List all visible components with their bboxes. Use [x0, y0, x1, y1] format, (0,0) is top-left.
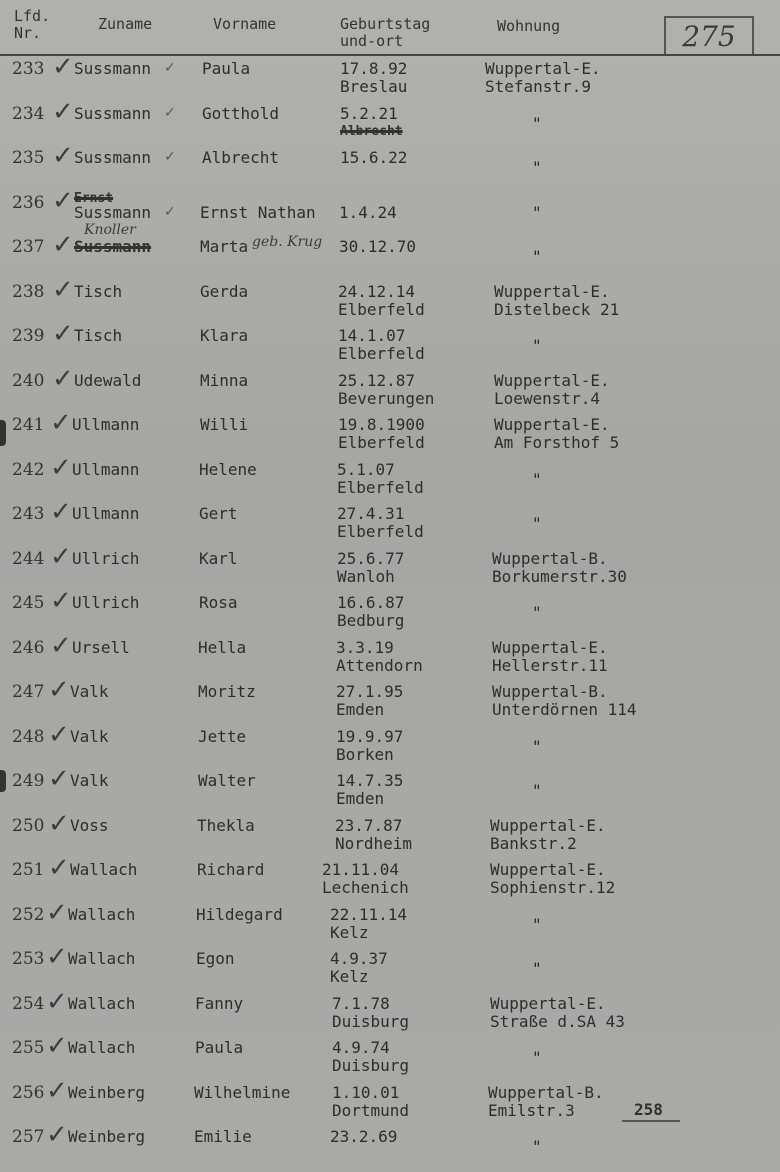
entry-number: 246	[12, 637, 45, 658]
birth-date: 22.11.14	[330, 904, 408, 924]
address-line1: Wuppertal-E.	[490, 993, 606, 1013]
birth-place: Albrecht	[340, 123, 403, 139]
header-birth-line2: und-ort	[340, 32, 404, 50]
table-row	[0, 408, 780, 460]
surname: Ullmann	[72, 415, 140, 434]
checkmark-icon: ✓	[52, 230, 74, 260]
address-line1: "	[532, 1048, 542, 1067]
checkmark-icon: ✓	[46, 942, 68, 972]
surname: Ullrich	[72, 593, 140, 612]
birth-date: 24.12.14	[338, 281, 416, 301]
address-line2: Sophienstr.12	[490, 878, 616, 897]
entry-number: 242	[12, 459, 45, 480]
table-row	[0, 719, 780, 772]
entry-number: 251	[12, 860, 45, 880]
table-row	[0, 541, 780, 594]
birth-place: Kelz	[330, 922, 369, 942]
firstname: Thekla	[197, 815, 255, 835]
entry-number: 236	[12, 192, 45, 213]
birth-date: 23.2.69	[330, 1127, 398, 1146]
checkmark-icon: ✓	[52, 52, 74, 82]
firstname: Marta	[200, 237, 249, 256]
surname: Valk	[70, 771, 109, 790]
table-row	[0, 630, 780, 683]
birth-date: 4.9.74	[332, 1038, 390, 1057]
entry-number: 253	[12, 949, 45, 969]
surname: Tisch	[74, 326, 123, 345]
address-line1: "	[532, 1137, 542, 1156]
birth-place: Elberfeld	[337, 477, 424, 497]
table-row	[0, 274, 780, 327]
birth-place: Emden	[336, 700, 385, 719]
firstname: Gert	[199, 504, 238, 523]
birth-date: 4.9.37	[330, 949, 388, 968]
handwritten-note: geb. Krug	[252, 234, 323, 250]
surname: Ursell	[72, 637, 130, 657]
surname: Udewald	[74, 370, 142, 390]
surname: Weinberg	[68, 1082, 146, 1102]
address-line2: Unterdörnen 114	[492, 700, 637, 719]
table-row	[0, 986, 780, 1039]
header-rule	[0, 54, 780, 56]
entry-number: 252	[12, 904, 45, 925]
table-row	[0, 96, 780, 149]
header-nr-line2: Nr.	[14, 24, 42, 42]
entry-number: 257	[12, 1127, 45, 1147]
entry-number: 237	[12, 237, 45, 257]
checkmark-icon: ✓	[46, 897, 68, 928]
address-line2: Emilstr.3	[488, 1100, 575, 1120]
surname: Voss	[70, 815, 109, 835]
table-row	[0, 675, 780, 727]
birth-date: 14.7.35	[336, 771, 404, 790]
table-row	[0, 319, 780, 371]
birth-place: Emden	[336, 789, 385, 808]
firstname: Klara	[200, 326, 249, 345]
address-line2: Stefanstr.9	[485, 77, 591, 96]
table-row	[0, 452, 780, 505]
firstname: Ernst Nathan	[200, 202, 316, 222]
entry-number: 247	[12, 682, 45, 702]
footer-underline	[622, 1120, 680, 1122]
surname: Ullmann	[72, 504, 140, 523]
firstname: Minna	[200, 370, 249, 390]
surname: Sussmann	[74, 59, 152, 78]
birth-place: Elberfeld	[337, 522, 424, 541]
address-line1: "	[532, 959, 542, 978]
birth-date: 15.6.22	[340, 148, 408, 167]
table-row	[0, 222, 780, 282]
table-row	[0, 52, 780, 104]
address-line1: Wuppertal-B.	[488, 1082, 604, 1102]
checkmark-icon: ✓	[50, 586, 72, 616]
table-row	[0, 897, 780, 950]
surname: Sussmann	[74, 103, 152, 123]
birth-place: Elberfeld	[338, 344, 425, 363]
address-line1: Wuppertal-E.	[494, 415, 610, 434]
address-line1: "	[532, 469, 542, 489]
firstname: Moritz	[198, 682, 256, 701]
checkmark-icon: ✓	[48, 808, 70, 839]
address-line1: Wuppertal-E.	[485, 59, 601, 78]
table-row	[0, 808, 780, 861]
address-line2: Borkumerstr.30	[492, 566, 627, 586]
entry-number: 233	[12, 59, 45, 79]
birth-place: Elberfeld	[338, 433, 425, 452]
firstname: Walter	[198, 771, 256, 790]
birth-date: 3.3.19	[336, 637, 394, 657]
birth-place: Lechenich	[322, 878, 409, 897]
address-line2: Am Forsthof 5	[494, 433, 620, 452]
address-line1: "	[532, 113, 542, 133]
firstname: Wilhelmine	[194, 1082, 291, 1102]
entry-number: 245	[12, 593, 45, 613]
surname: Wallach	[68, 993, 136, 1013]
birth-place: Bedburg	[337, 611, 405, 630]
checkmark-icon: ✓	[52, 363, 74, 394]
surname: Ullmann	[72, 459, 140, 479]
address-line1: Wuppertal-B.	[492, 548, 608, 568]
address-line1: "	[532, 336, 542, 355]
address-line2: Hellerstr.11	[492, 655, 608, 675]
birth-date: 27.4.31	[337, 504, 405, 523]
surname: Valk	[70, 682, 109, 701]
checkmark-icon: ✓	[46, 1031, 68, 1061]
birth-date: 25.12.87	[338, 370, 416, 390]
checkmark-icon: ✓	[48, 675, 70, 705]
table-row	[0, 764, 780, 816]
header-address: Wohnung	[497, 17, 561, 35]
birth-date: 17.8.92	[340, 59, 408, 78]
header-surname: Zuname	[98, 15, 153, 33]
entry-number: 241	[12, 415, 45, 435]
checkmark-icon: ✓	[52, 141, 74, 171]
table-row	[0, 141, 780, 193]
firstname: Gotthold	[202, 103, 280, 123]
firstname: Fanny	[195, 993, 244, 1013]
birth-date: 14.1.07	[338, 326, 406, 345]
address-line1: "	[532, 914, 542, 934]
table-row	[0, 942, 780, 994]
entry-number: 254	[12, 993, 45, 1014]
entry-number: 255	[12, 1038, 45, 1058]
firstname: Rosa	[199, 593, 238, 612]
firstname: Helene	[199, 459, 257, 479]
birth-date: 1.4.24	[339, 202, 397, 222]
birth-place: Elberfeld	[338, 299, 425, 319]
surname: Wallach	[70, 860, 138, 879]
checkmark-icon: ✓	[52, 319, 74, 349]
checkmark-icon: ✓	[48, 764, 70, 794]
birth-date: 27.1.95	[336, 682, 404, 701]
firstname: Richard	[197, 860, 265, 879]
header-firstname: Vorname	[213, 15, 277, 33]
checkmark-icon: ✓	[46, 1075, 68, 1106]
table-row	[0, 586, 780, 638]
entry-number: 249	[12, 771, 45, 791]
checkmark-icon: ✓	[50, 497, 72, 527]
surname: Wallach	[68, 949, 136, 968]
address-line1: Wuppertal-E.	[494, 370, 610, 390]
struck-surname: Ernst	[74, 190, 114, 206]
surname: Tisch	[74, 281, 123, 301]
entry-number: 239	[12, 326, 45, 346]
surname: Ullrich	[72, 548, 140, 568]
firstname: Hildegard	[196, 904, 283, 924]
firstname: Jette	[198, 726, 247, 746]
table-row	[0, 1031, 780, 1083]
birth-date: 5.2.21	[340, 103, 398, 123]
birth-place: Breslau	[340, 77, 408, 96]
table-row	[0, 1120, 780, 1172]
firstname: Willi	[200, 415, 249, 434]
checkmark-icon: ✓	[50, 452, 72, 483]
birth-date: 23.7.87	[335, 815, 403, 835]
entry-number: 234	[12, 103, 45, 124]
address-line1: "	[532, 781, 542, 800]
birth-date: 30.12.70	[339, 237, 417, 256]
checkmark-icon: ✓	[48, 853, 70, 883]
address-line1: Wuppertal-E.	[494, 281, 610, 301]
birth-place: Kelz	[330, 967, 369, 986]
address-line1: "	[532, 736, 542, 756]
checkmark-icon: ✓	[52, 96, 74, 127]
firstname: Hella	[198, 637, 247, 657]
checkmark-icon: ✓	[52, 185, 74, 216]
birth-date: 19.8.1900	[338, 415, 425, 434]
small-check-icon: ✓	[164, 149, 176, 165]
birth-date: 7.1.78	[332, 993, 390, 1013]
birth-place: Nordheim	[335, 833, 413, 853]
address-line1: "	[532, 603, 542, 622]
firstname: Karl	[199, 548, 238, 568]
address-line1: Wuppertal-E.	[492, 637, 608, 657]
address-line1: Wuppertal-E.	[490, 860, 606, 879]
entry-number: 250	[12, 815, 45, 836]
small-check-icon: ✓	[164, 60, 176, 76]
address-line1: "	[532, 202, 542, 222]
entry-number: 243	[12, 504, 45, 524]
surname: Sussmann	[74, 202, 152, 222]
entry-number: 248	[12, 726, 45, 747]
birth-date: 16.6.87	[337, 593, 405, 612]
entry-number: 244	[12, 548, 45, 569]
firstname: Paula	[202, 59, 251, 78]
firstname: Emilie	[194, 1127, 252, 1146]
entry-number: 238	[12, 281, 45, 302]
surname: Sussmann	[74, 237, 152, 256]
surname: Valk	[70, 726, 109, 746]
entry-number: 256	[12, 1082, 45, 1103]
birth-place: Duisburg	[332, 1056, 410, 1075]
birth-date: 19.9.97	[336, 726, 404, 746]
address-line1: Wuppertal-E.	[490, 815, 606, 835]
firstname: Paula	[195, 1038, 244, 1057]
entry-number: 235	[12, 148, 45, 168]
address-line1: Wuppertal-B.	[492, 682, 608, 701]
address-line1: "	[532, 158, 542, 177]
handwritten-surname: Knoller	[84, 222, 136, 238]
address-line2: Distelbeck 21	[494, 299, 620, 319]
birth-date: 1.10.01	[332, 1082, 400, 1102]
firstname: Egon	[196, 949, 235, 968]
header-birth-line1: Geburtstag	[340, 15, 431, 33]
small-check-icon: ✓	[164, 203, 176, 220]
surname: Wallach	[68, 1038, 136, 1057]
address-line2: Bankstr.2	[490, 833, 577, 853]
header-nr	[14, 8, 50, 42]
surname: Weinberg	[68, 1127, 146, 1146]
firstname: Gerda	[200, 281, 249, 301]
checkmark-icon: ✓	[50, 630, 72, 661]
surname: Sussmann	[74, 148, 152, 167]
checkmark-icon: ✓	[50, 541, 72, 572]
birth-place: Beverungen	[338, 388, 435, 408]
table-row	[0, 853, 780, 905]
page-number-box: 275	[664, 16, 754, 56]
address-line2: Loewenstr.4	[494, 388, 600, 408]
checkmark-icon: ✓	[52, 274, 74, 305]
birth-place: Attendorn	[336, 655, 423, 675]
birth-place: Duisburg	[332, 1011, 410, 1031]
entry-number: 240	[12, 370, 45, 391]
header-nr-line1: Lfd.	[14, 7, 51, 25]
birth-date: 25.6.77	[337, 548, 405, 568]
checkmark-icon: ✓	[46, 986, 68, 1017]
checkmark-icon: ✓	[48, 719, 70, 750]
footer-number: 258	[634, 1100, 663, 1119]
small-check-icon: ✓	[164, 104, 176, 121]
birth-place: Borken	[336, 744, 394, 764]
birth-date: 21.11.04	[322, 860, 400, 879]
checkmark-icon: ✓	[46, 1120, 68, 1150]
address-line1: "	[532, 247, 542, 266]
firstname: Albrecht	[202, 148, 280, 167]
birth-place: Wanloh	[337, 566, 395, 586]
checkmark-icon: ✓	[50, 408, 72, 438]
surname: Wallach	[68, 904, 136, 924]
header-birth	[340, 16, 430, 50]
table-row	[0, 497, 780, 549]
address-line2: Straße d.SA 43	[490, 1011, 625, 1031]
birth-place: Dortmund	[332, 1100, 410, 1120]
address-line1: "	[532, 514, 542, 533]
table-row	[0, 363, 780, 416]
birth-date: 5.1.07	[337, 459, 395, 479]
